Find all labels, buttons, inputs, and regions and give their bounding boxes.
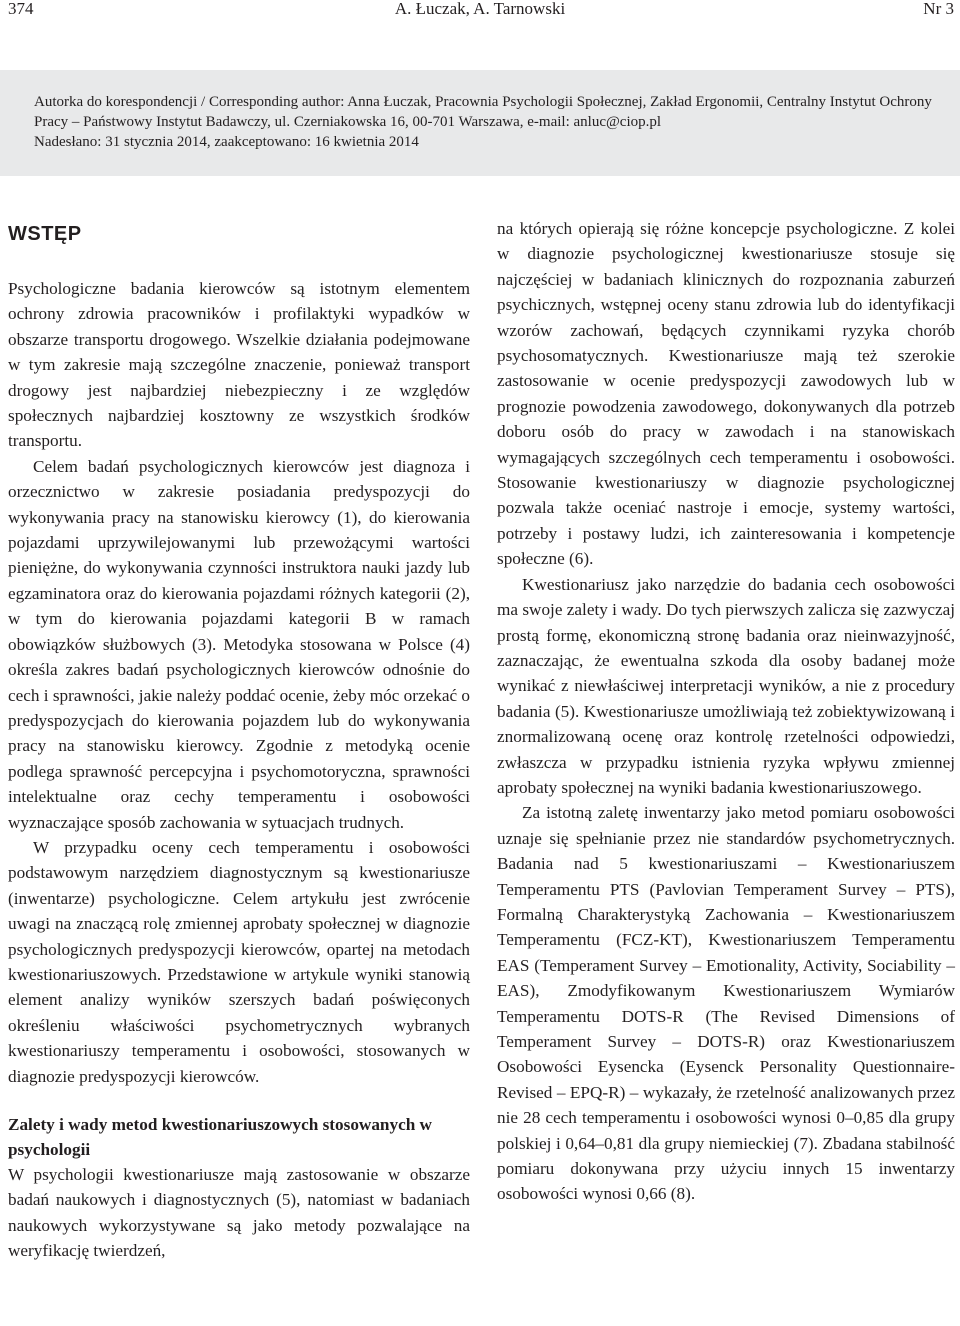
section-heading-questionnaires: Zalety i wady metod kwestionariuszowych stosowanych w psychologii	[8, 1115, 432, 1159]
correspondence-author: Autorka do korespondencji / Corresponding author: Anna Łuczak, Pracownia Psychologii Społecznej, Zakład Ergonomii, Centralny Instytut Ochrony Pracy – Państwowy Instytut Badawczy, ul. Czerniakowska 16, 00-701 Warszawa, e-mail: anluc@ciop.pl	[34, 94, 932, 130]
page-number: 374	[8, 0, 34, 18]
running-header	[0, 0, 960, 22]
running-authors: A. Łuczak, A. Tarnowski	[394, 0, 566, 18]
section2-paragraph-1: W psychologii kwestionariusze mają zastosowanie w obszarze badań naukowych i diagnostycznych (5), natomiast w badaniach naukowych wykorzystywane są jako metody pozwalające na weryfikację twierdzeń,	[8, 1165, 470, 1261]
correspondence-box	[0, 70, 960, 176]
section2-paragraph-3: Za istotną zaletę inwentarzy jako metod pomiaru osobowości uznaje się spełnianie przez nie standardów psychometrycznych. Badania nad 5 kwestionariuszami – Kwestionariuszem Temperamentu PTS (Pavlovian Temperament Survey – PTS), Formalną Charakterystyką Zachowania – Kwestionariuszem Temperamentu (FCZ-KT), Kwestionariuszem Temperamentu EAS (Temperament Survey – Emotionality, Activity, Sociability – EAS), Zmodyfikowanym Kwestionariuszem Wymiarów Temperamentu DOTS-R (The Revised Dimensions of Temperament Survey – DOTS-R) oraz Kwestionariuszem Osobowości Eysencka (Eysenck Personality Questionnaire-Revised – EPQ-R) – wykazały, że rzetelność analizowanych przez nie 28 cech temperamentu i osobowości wynosi 0–0,85 dla grupy polskiej i 0,64–0,81 dla grupy niemieckiej (7). Zbadana stabilność pomiaru dokonywana przy użyciu innych 15 inwentarzy osobowości wynosi 0,66 (8).	[497, 803, 955, 1204]
left-column	[8, 216, 470, 1264]
submission-dates: Nadesłano: 31 stycznia 2014, zaakceptowano: 16 kwietnia 2014	[34, 134, 419, 150]
intro-paragraph-3: W przypadku oceny cech temperamentu i osobowości podstawowym narzędziem diagnostycznym są kwestionariusze (inwentarze) psychologiczne. Celem artykułu jest zwrócenie uwagi na znaczącą rolę zmiennej aprobaty społecznej w diagnozie psychologicznych predyspozycji kierowców, opartej na metodach kwestionariuszowych. Przedstawione w artykule wyniki stanowią element analizy wyników szerszych badań poświęconych określeniu właściwości psychometrycznych wybranych kwestionariuszy temperamentu i osobowości, stosowanych w diagnozie predyspozycji kierowców.	[8, 837, 470, 1086]
intro-paragraph-1: Psychologiczne badania kierowców są istotnym elementem ochrony zdrowia pracowników i profilaktyki wypadków w obszarze transportu drogowego. Wszelkie działania podejmowane w tym zakresie mają szczególne znaczenie, ponieważ transport drogowy jest najbardziej niebezpieczny i ze względów społecznych najbardziej kosztowny ze wszystkich środków transportu.	[8, 279, 470, 451]
section2-paragraph-1-continued: na których opierają się różne koncepcje psychologiczne. Z kolei w diagnozie psychologicznej kwestionariusze stosuje się najczęściej w badaniach klinicznych do rozpoznania zaburzeń psychicznych, wstępnej oceny stanu zdrowia lub do identyfikacji wzorów zachowań, będących czynnikami ryzyka chorób psychosomatycznych. Kwestionariusze mają też szerokie zastosowanie w ocenie predyspozycji zawodowych lub w prognozie powodzenia zawodowego, dokonywanych dla potrzeb doboru osób do pracy w zawodach i na stanowiskach wymagających szczególnych cech temperamentu i osobowości. Stosowanie kwestionariuszy w diagnozie psychologicznej pozwala także oceniać nastroje i emocje, systemy wartości, potrzeby i postawy ludzi, ich zainteresowania i kompetencje społeczne (6).	[497, 219, 955, 569]
right-column	[497, 216, 955, 1207]
section2-paragraph-2: Kwestionariusz jako narzędzie do badania cech osobowości ma swoje zalety i wady. Do tych pierwszych zalicza się zazwyczaj prostą formę, ekonomiczną stronę badania oraz nieinwazyjność, zaznaczając, że ewentualna szkoda dla osoby badanej może wynikać z niewłaściwej interpretacji wyników, a nie z procedury badania (5). Kwestionariusze umożliwiają też zobiektywizowaną i znormalizowaną ocenę oraz kontrolę rzetelności odpowiedzi, zwłaszcza w przypadku istnienia ryzyka wpływu zmiennej aprobaty społecznej na wyniki badania kwestionariuszowego.	[497, 574, 955, 797]
section-heading-intro: WSTĘP	[8, 223, 82, 245]
issue-number: Nr 3	[923, 0, 954, 18]
intro-paragraph-2: Celem badań psychologicznych kierowców jest diagnoza i orzecznictwo w zakresie posiadania predyspozycji do wykonywania pracy na stanowisku kierowcy (1), do kierowania pojazdami uprzywilejowanymi lub przewożącymi wartości pieniężne, do wykonywania czynności instruktora nauki jazdy lub egzaminatora oraz do kierowania pojazdami różnych kategorii (2), w tym do kierowania pojazdami kategorii B w ramach obowiązków służbowych (3). Metodyka stosowana w Polsce (4) określa zakres badań psychologicznych kierowców odnośnie do cech i sprawności, jakie należy poddać ocenie, żeby móc orzekać o predyspozycjach do kierowania pojazdem lub do wykonywania pracy na stanowisku kierowcy. Zgodnie z metodyką ocenie podlega sprawność percepcyjna i psychomotoryczna, sprawności intelektualne oraz cechy temperamentu i osobowości wyznaczające sposób zachowania w sytuacjach trudnych.	[8, 456, 470, 832]
